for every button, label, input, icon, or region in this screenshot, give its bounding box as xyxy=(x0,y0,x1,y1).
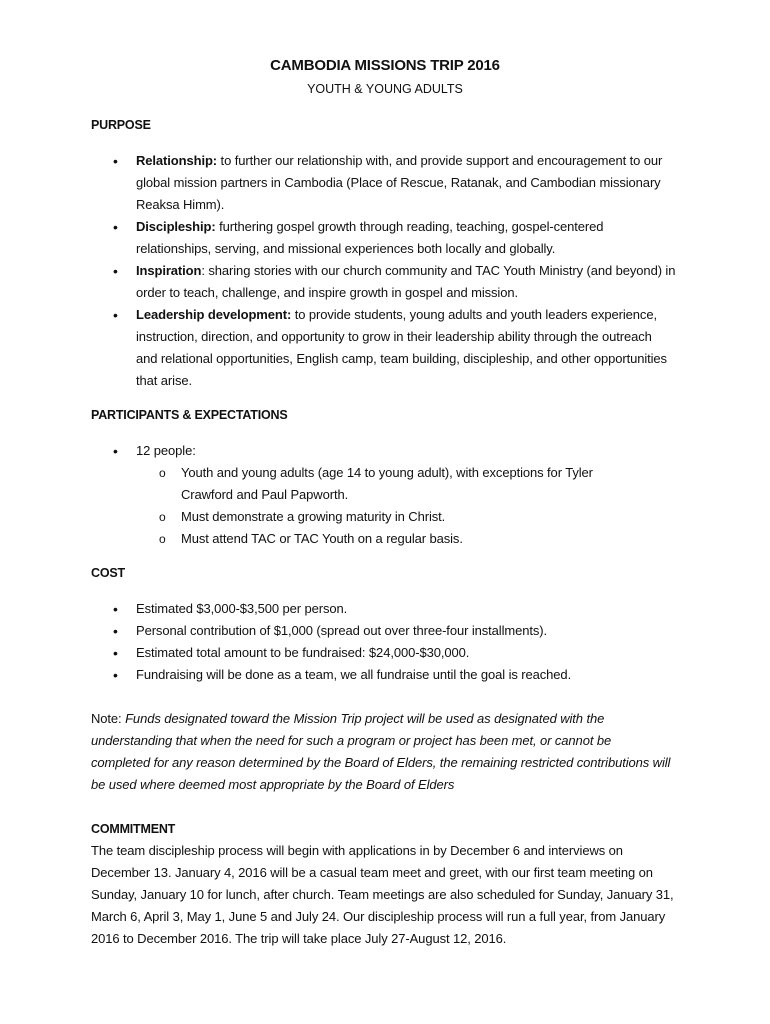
purpose-item-leadership xyxy=(0,304,676,392)
purpose-heading: PURPOSE xyxy=(91,118,151,132)
participants-subitem: o Youth and young adults (age 14 to young adult), with exceptions for Tyler Crawford and Paul Papworth. xyxy=(136,462,621,506)
note-prefix: Note: xyxy=(91,711,126,726)
purpose-list xyxy=(0,150,770,392)
cost-item: • Estimated total amount to be fundraised: $24,000-$30,000. xyxy=(0,642,676,664)
cost-heading: COST xyxy=(91,566,125,580)
purpose-item-text: to provide students, young adults and youth leaders experience, instruction, direction, and opportunity to grow in their leadership ability through the outreach and relational opportunities, English camp, team building, discipleship, and other opportunities that arise. xyxy=(136,307,667,388)
participants-heading: PARTICIPANTS & EXPECTATIONS xyxy=(91,408,288,422)
purpose-item-text: : sharing stories with our church community and TAC Youth Ministry (and beyond) in order to teach, challenge, and inspire growth in gospel and mission. xyxy=(136,263,676,300)
document-subtitle: YOUTH & YOUNG ADULTS xyxy=(307,82,463,96)
cost-item: • Estimated $3,000-$3,500 per person. xyxy=(0,598,676,620)
participants-sublist xyxy=(136,462,676,550)
participants-subitem: o Must demonstrate a growing maturity in Christ. xyxy=(136,506,621,528)
cost-list xyxy=(0,598,770,686)
purpose-item-label: Leadership development: xyxy=(136,307,292,322)
participants-item-text: 12 people: xyxy=(136,443,196,458)
document-title: CAMBODIA MISSIONS TRIP 2016 xyxy=(270,57,500,74)
cost-item: • Fundraising will be done as a team, we all fundraise until the goal is reached. xyxy=(0,664,676,686)
participants-subitem: o Must attend TAC or TAC Youth on a regular basis. xyxy=(136,528,621,550)
purpose-item-label: Relationship: xyxy=(136,153,218,168)
cost-item: • Personal contribution of $1,000 (spread out over three-four installments). xyxy=(0,620,676,642)
purpose-item-label: Inspiration xyxy=(136,263,202,278)
purpose-item-discipleship xyxy=(0,216,676,260)
purpose-item-text: to further our relationship with, and provide support and encouragement to our global mission partners in Cambodia (Place of Rescue, Ratanak, and Cambodian missionary Reaksa Himm). xyxy=(136,153,663,212)
purpose-item-text: furthering gospel growth through reading, teaching, gospel-centered relationships, serving, and missional experiences both locally and globally. xyxy=(136,219,604,256)
commitment-body: The team discipleship process will begin with applications in by December 6 and interviews on December 13. January 4, 2016 will be a casual team meet and greet, with our first team meeting on Sunday, January 10 for lunch, after church. Team meetings are also scheduled for Sunday, January 31, March 6, April 3, May 1, June 5 and July 24. Our discipleship process will run a full year, from January 2016 to December 2016. The trip will take place July 27-August 12, 2016. xyxy=(91,843,674,946)
participants-list xyxy=(0,440,770,550)
purpose-item-inspiration xyxy=(0,260,676,304)
commitment-heading: COMMITMENT xyxy=(91,822,176,836)
purpose-item-relationship xyxy=(0,150,676,216)
funds-note xyxy=(91,708,671,796)
participants-item xyxy=(0,440,676,550)
note-text: Funds designated toward the Mission Trip project will be used as designated with the understanding that when the need for such a program or project has been met, or cannot be completed for any reason determined by the Board of Elders, the remaining restricted contributions will be used where deemed most appropriate by the Board of Elders xyxy=(91,711,671,792)
purpose-item-label: Discipleship: xyxy=(136,219,216,234)
